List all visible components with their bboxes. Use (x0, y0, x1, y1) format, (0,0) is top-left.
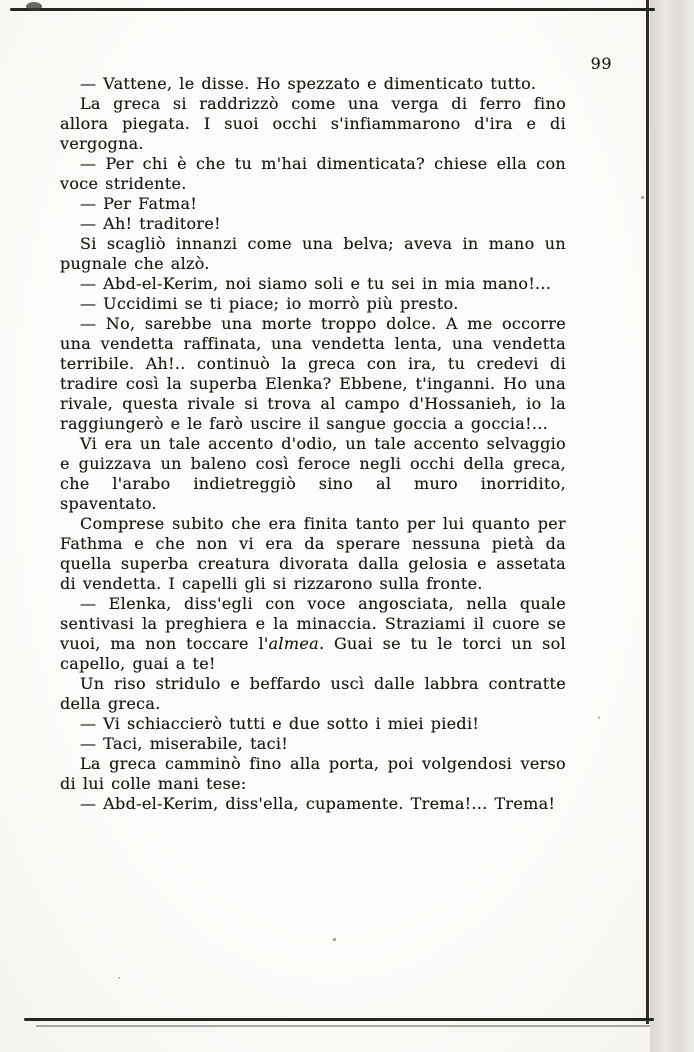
paragraph (60, 674, 566, 714)
text-segment: Si scagliò innanzi come una belva; aveva in mano un pugnale che alzò. (60, 234, 566, 273)
scan-speck (118, 977, 120, 979)
text-segment: — Abd-el-Kerim, noi siamo soli e tu sei in mia mano!... (80, 274, 552, 293)
text-segment: — Vi schiaccierò tutti e due sotto i miei piedi! (80, 714, 480, 733)
text-segment: — Abd-el-Kerim, diss'ella, cupamente. Trema!... Trema! (80, 794, 556, 813)
paragraph (60, 594, 566, 674)
text-segment: — Per chi è che tu m'hai dimenticata? chiese ella con voce stridente. (60, 154, 566, 193)
paragraph (60, 74, 566, 94)
text-segment: La greca camminò fino alla porta, poi volgendosi verso di lui colle mani tese: (60, 754, 566, 793)
italic-text: almea (268, 634, 319, 653)
page-border-top (10, 8, 655, 11)
text-segment: — Ah! traditore! (80, 214, 221, 233)
page-border-bottom (24, 1018, 654, 1021)
page-border-right (646, 0, 649, 1024)
text-segment: — Elenka, diss'egli con voce angosciata, nella quale sentivasi la preghiera e la minaccia. Straziami il cuore se vuoi, ma non toccare l' (60, 594, 566, 653)
paragraph (60, 514, 566, 594)
paragraph (60, 754, 566, 794)
paragraph (60, 94, 566, 154)
text-segment: . Guai se tu le torci un sol capello, guai a te! (60, 634, 566, 673)
paragraph (60, 294, 566, 314)
page-number: 99 (590, 54, 612, 73)
page-text (60, 74, 566, 814)
text-segment: La greca si raddrizzò come una verga di ferro fino allora piegata. I suoi occhi s'infiammarono d'ira e di vergogna. (60, 94, 566, 153)
paragraph (60, 734, 566, 754)
text-segment: — Vattene, le disse. Ho spezzato e dimenticato tutto. (80, 74, 537, 93)
paragraph (60, 214, 566, 234)
scan-speck (26, 2, 42, 11)
paragraph (60, 194, 566, 214)
scan-speck (333, 938, 336, 941)
scan-speck (598, 716, 600, 719)
text-segment: Un riso stridulo e beffardo uscì dalle labbra contratte della greca. (60, 674, 566, 713)
paragraph (60, 794, 566, 814)
text-segment: — No, sarebbe una morte troppo dolce. A me occorre una vendetta raffinata, una vendetta lenta, una vendetta terribile. Ah!.. continuò la greca con ira, tu credevi di tradire così la superba Elenka? Ebbene, t'inganni. Ho una rivale, questa rivale si trova al campo d'Hossanieh, io la raggiungerò e le farò uscire il sangue goccia a goccia!... (60, 314, 566, 433)
text-segment: Comprese subito che era finita tanto per lui quanto per Fathma e che non vi era da sperare nessuna pietà da quella superba creatura divorata dalla gelosia e assetata di vendetta. I capelli gli si rizzarono sulla fronte. (60, 514, 566, 593)
scan-right-edge (650, 0, 694, 1052)
paragraph (60, 234, 566, 274)
page-border-bottom-secondary (36, 1025, 650, 1027)
scan-speck (641, 196, 644, 199)
text-segment: — Per Fatma! (80, 194, 198, 213)
paragraph (60, 314, 566, 434)
paragraph (60, 154, 566, 194)
paragraph (60, 434, 566, 514)
text-segment: Vi era un tale accento d'odio, un tale accento selvaggio e guizzava un baleno così feroce negli occhi della greca, che l'arabo indietreggiò sino al muro inorridito, spaventato. (60, 434, 566, 513)
text-segment: — Taci, miserabile, taci! (80, 734, 289, 753)
text-segment: — Uccidimi se ti piace; io morrò più presto. (80, 294, 459, 313)
paragraph (60, 274, 566, 294)
paragraph (60, 714, 566, 734)
